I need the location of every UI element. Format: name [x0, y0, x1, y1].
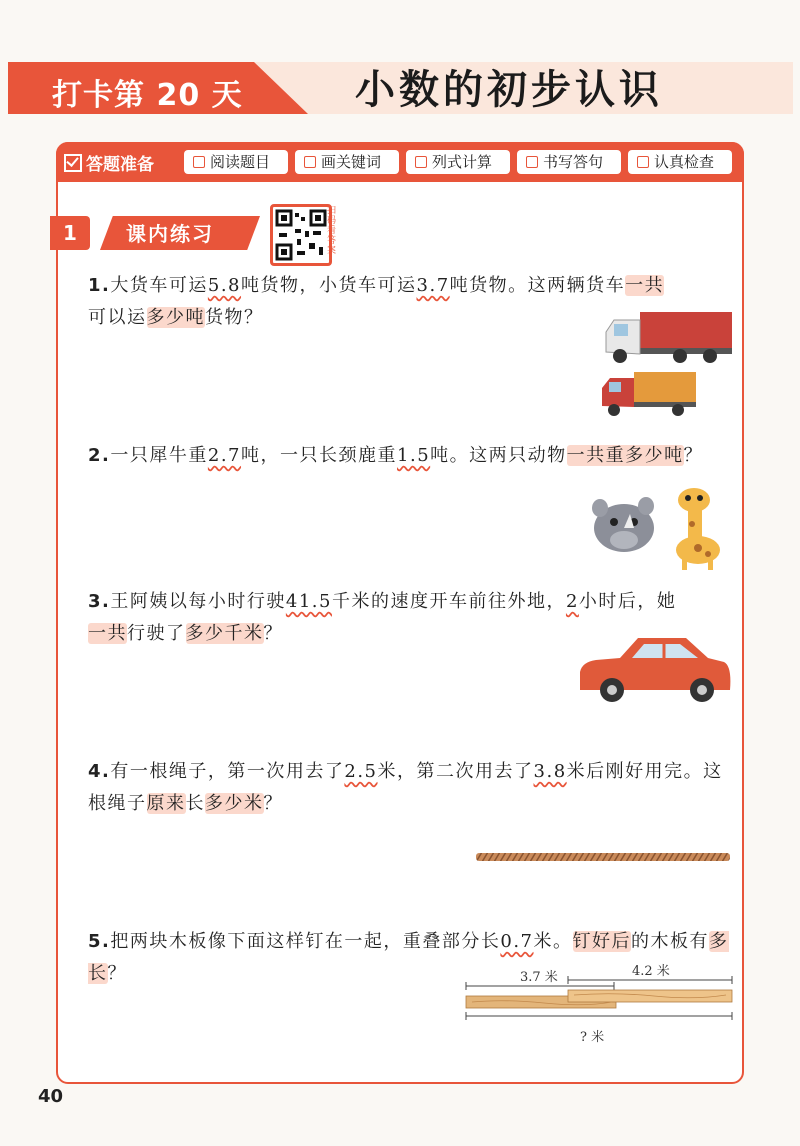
page-number: 40 — [38, 1086, 64, 1107]
question-5: 5.把两块木板像下面这样钉在一起，重叠部分长0.7米。钉好后的木板有多长？ — [88, 931, 729, 984]
question-1: 1.大货车可运5.8吨货物，小货车可运3.7吨货物。这两辆货车一共 可以运多少吨货物？ — [88, 275, 665, 328]
checkbox-icon — [193, 156, 205, 168]
prep-label: 答题准备 — [64, 150, 154, 175]
day-label: 打卡第 20 天 — [52, 78, 243, 113]
checkbox-icon — [637, 156, 649, 168]
trucks-illustration — [600, 310, 736, 430]
section-number: 1 — [50, 216, 90, 250]
board-left-label: 3.7 米 — [520, 970, 558, 985]
check-icon — [64, 154, 82, 172]
prep-step-answer[interactable]: 书写答句 — [517, 150, 621, 174]
checkbox-icon — [526, 156, 538, 168]
prep-step-read[interactable]: 阅读题目 — [184, 150, 288, 174]
board-total-label: ? 米 — [580, 1030, 605, 1045]
rhino-giraffe-illustration — [588, 484, 736, 570]
question-3: 3.王阿姨以每小时行驶41.5千米的速度开车前往外地，2小时后，她 一共行驶了多少千米？ — [88, 591, 677, 644]
car-illustration — [576, 632, 734, 708]
board-right-label: 4.2 米 — [632, 964, 670, 979]
question-2: 2.一只犀牛重2.7吨，一只长颈鹿重1.5吨。这两只动物一共重多少吨？ — [88, 445, 704, 466]
prep-step-mark[interactable]: 画关键词 — [295, 150, 399, 174]
checkbox-icon — [415, 156, 427, 168]
board-diagram-lines — [464, 968, 736, 1028]
section-label: 课内练习 — [126, 222, 214, 246]
prep-step-check[interactable]: 认真检查 — [628, 150, 732, 174]
question-4: 4.有一根绳子，第一次用去了2.5米，第二次用去了3.8米后刚好用完。这根绳子原来长多少米？ — [88, 761, 723, 814]
page-title: 小数的初步认识 — [355, 67, 663, 113]
qr-caption: 扫码看答案 — [327, 206, 337, 256]
prep-step-calc[interactable]: 列式计算 — [406, 150, 510, 174]
board-diagram — [464, 964, 736, 1048]
rope-illustration — [476, 852, 732, 864]
qr-code-icon[interactable] — [270, 204, 332, 266]
checkbox-icon — [304, 156, 316, 168]
